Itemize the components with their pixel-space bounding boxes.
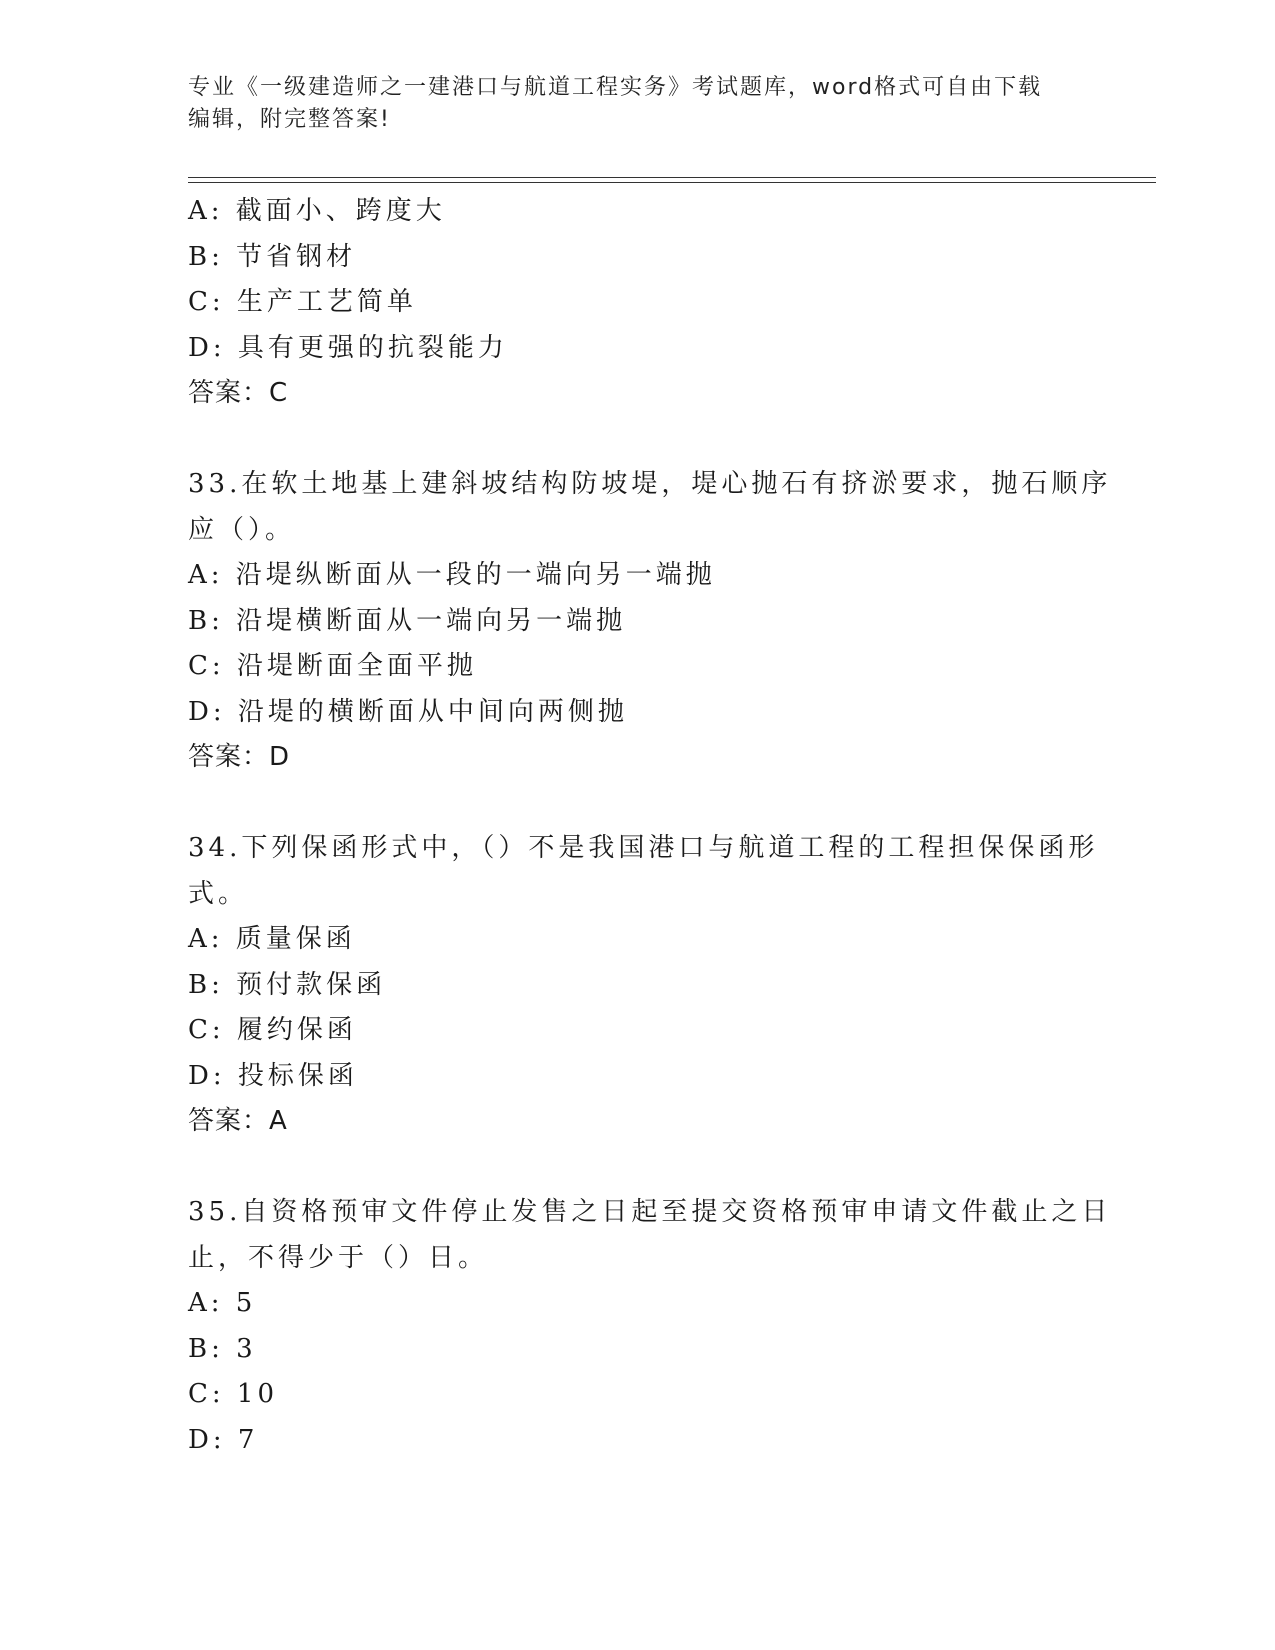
- question-stem-line-1: 33.在软土地基上建斜坡结构防坡堤，堤心抛石有挤淤要求，抛石顺序: [188, 469, 1112, 499]
- option-b: B: 沿堤横断面从一端向另一端抛: [188, 605, 627, 636]
- spacer: [188, 781, 1088, 827]
- question-stem-line-2: 止，不得少于（）日。: [188, 1242, 489, 1273]
- question-33: [188, 462, 1112, 781]
- answer-line: 答案：A: [188, 1106, 288, 1136]
- question-list: [188, 189, 1112, 1463]
- option-b: B: 3: [188, 1333, 257, 1364]
- option-a: A: 沿堤纵断面从一段的一端向另一端抛: [188, 560, 716, 590]
- option-a: A: 截面小、跨度大: [188, 196, 446, 226]
- question-35: [188, 1190, 1112, 1463]
- question-32: [188, 189, 1088, 417]
- option-a: A: 5: [188, 1288, 257, 1318]
- question-stem-line-1: 34.下列保函形式中，（）不是我国港口与航道工程的工程担保保函形: [188, 833, 1099, 863]
- question-stem-line-1: 35.自资格预审文件停止发售之日起至提交资格预审申请文件截止之日: [188, 1197, 1112, 1227]
- option-a: A: 质量保函: [188, 924, 356, 954]
- question-stem-line-2: 应（）。: [188, 514, 296, 545]
- spacer: [188, 1145, 1088, 1191]
- answer-line: 答案：C: [188, 378, 289, 408]
- option-d: D: 具有更强的抗裂能力: [188, 332, 508, 363]
- answer-line: 答案：D: [188, 742, 291, 772]
- header-divider-top: [188, 177, 1156, 178]
- option-d: D: 沿堤的横断面从中间向两侧抛: [188, 696, 628, 727]
- spacer: [188, 417, 1088, 463]
- option-c: C: 生产工艺简单: [188, 287, 417, 317]
- option-d: D: 7: [188, 1424, 259, 1455]
- option-d: D: 投标保函: [188, 1060, 358, 1091]
- option-c: C: 沿堤断面全面平抛: [188, 651, 477, 681]
- header-divider-bottom: [188, 182, 1156, 183]
- question-stem-line-2: 式。: [188, 878, 249, 909]
- option-b: B: 节省钢材: [188, 241, 357, 272]
- document-header: [188, 72, 1068, 136]
- header-line-2: 编辑，附完整答案!: [188, 107, 391, 132]
- option-b: B: 预付款保函: [188, 969, 387, 1000]
- header-line-1: 专业《一级建造师之一建港口与航道工程实务》考试题库，word格式可自由下载: [188, 75, 1043, 100]
- question-34: [188, 826, 1099, 1145]
- option-c: C: 履约保函: [188, 1015, 357, 1045]
- option-c: C: 10: [188, 1379, 279, 1409]
